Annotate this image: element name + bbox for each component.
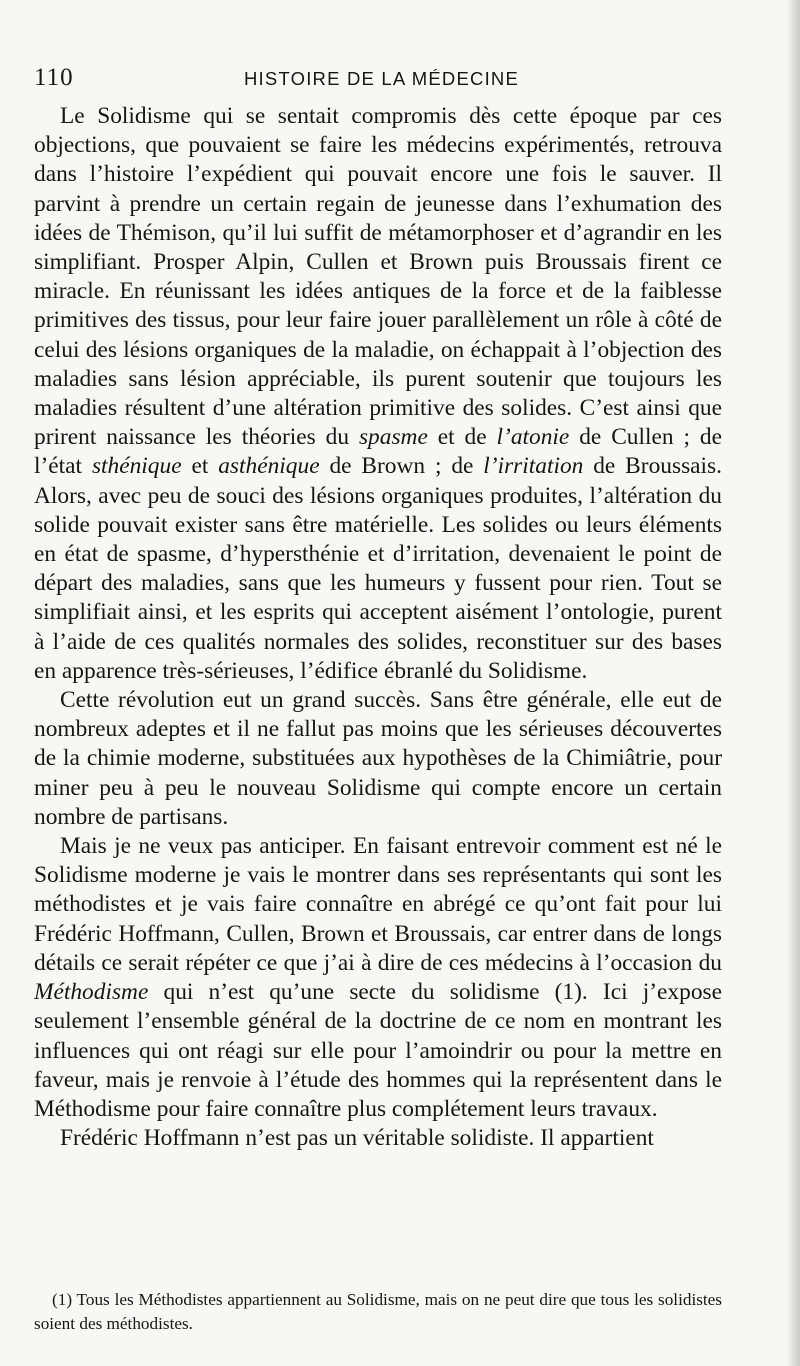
- paragraph: [34, 686, 722, 832]
- text-run: Le Solidisme qui se sentait compromis dès cette époque par ces objections, que pouvaient se faire les médecins expérimentés, retrouva dans l’histoire l’expédient qui pouvait encore une fois le sauver. Il parvint à prendre un certain regain de jeunesse dans l’exhumation des idées de Thémison, qu’il lui suffit de métamorphoser et d’agrandir en les simplifiant. Prosper Alpin, Cullen et Brown puis Broussais firent ce miracle. En réunissant les idées antiques de la force et de la faiblesse primitives des tissus, pour leur faire jouer parallèlement un rôle à côté de celui des lésions organiques de la maladie, on échappait à l’objection des maladies sans lésion appréciable, ils purent soutenir que toujours les maladies résultent d’une altération primitive des solides. C’est ainsi que prirent naissance les théories du: [34, 103, 722, 451]
- italic-run: asthénique: [218, 453, 320, 480]
- paragraph: [34, 102, 722, 686]
- running-title: HISTOIRE DE LA MÉDECINE: [244, 68, 520, 89]
- page-edge-shadow: [786, 0, 800, 1366]
- text-run: de Broussais. Alors, avec peu de souci des lésions organiques produites, l’altération du solide pouvait exister sans être matérielle. Les solides ou leurs éléments en état de spasme, d’hypersthénie et d’irritation, devenaient le point de départ des maladies, sans que les humeurs y fussent pour rien. Tout se simplifiait ainsi, et les esprits qui acceptent aisément l’ontologie, purent à l’aide de ces qualités normales des solides, reconstituer sur des bases en apparence très-sérieuses, l’édifice ébranlé du Solidisme.: [34, 453, 723, 684]
- text-run: Frédéric Hoffmann n’est pas un véritable solidiste. Il appartient: [60, 1125, 654, 1152]
- footnote: (1) Tous les Méthodistes appartiennent au Solidisme, mais on ne peut dire que tous les solidistes soient des méthodistes.: [34, 1290, 722, 1333]
- text-run: Cette révolution eut un grand succès. Sans être générale, elle eut de nombreux adeptes et il ne fallut pas moins que les sérieuses découvertes de la chimie moderne, substituées aux hypothèses de la Chimiâtrie, pour miner peu à peu le nouveau Solidisme qui compte encore un certain nombre de partisans.: [34, 687, 722, 830]
- paragraph: [34, 1124, 722, 1153]
- text-run: Mais je ne veux pas anticiper. En faisant entrevoir comment est né le Solidisme moderne je vais le montrer dans ses représentants qui sont les méthodistes et je vais faire connaître en abrégé ce qu’ont fait pour lui Frédéric Hoffmann, Cullen, Brown et Broussais, car entrer dans de longs détails ce serait répéter ce que j’ai à dire de ces médecins à l’occasion du: [34, 833, 722, 976]
- italic-run: sthénique: [91, 453, 182, 480]
- italic-run: l’irritation: [483, 453, 584, 480]
- paragraph: [34, 832, 722, 1124]
- page-header: [34, 64, 724, 98]
- text-run: qui n’est qu’une secte du solidisme (1). Ici j’expose seulement l’ensemble général de la doctrine de ce nom en montrant les influences qui ont réagi sur elle pour l’amoindrir ou pour la mettre en faveur, mais je renvoie à l’étude des hommes qui la représentent dans le Méthodisme pour faire connaître plus complétement leurs travaux.: [34, 979, 722, 1122]
- body-text: [34, 102, 722, 1153]
- page-number: 110: [34, 64, 74, 91]
- italic-run: l’atonie: [496, 424, 570, 451]
- text-run: et de: [427, 424, 497, 451]
- italic-run: Méthodisme: [34, 979, 149, 1006]
- text-run: de Cullen ; de l’état: [34, 424, 722, 480]
- text-run: de Brown ; de: [319, 453, 484, 480]
- text-run: et: [181, 453, 219, 480]
- italic-run: spasme: [358, 424, 428, 451]
- footnotes: [34, 1288, 722, 1336]
